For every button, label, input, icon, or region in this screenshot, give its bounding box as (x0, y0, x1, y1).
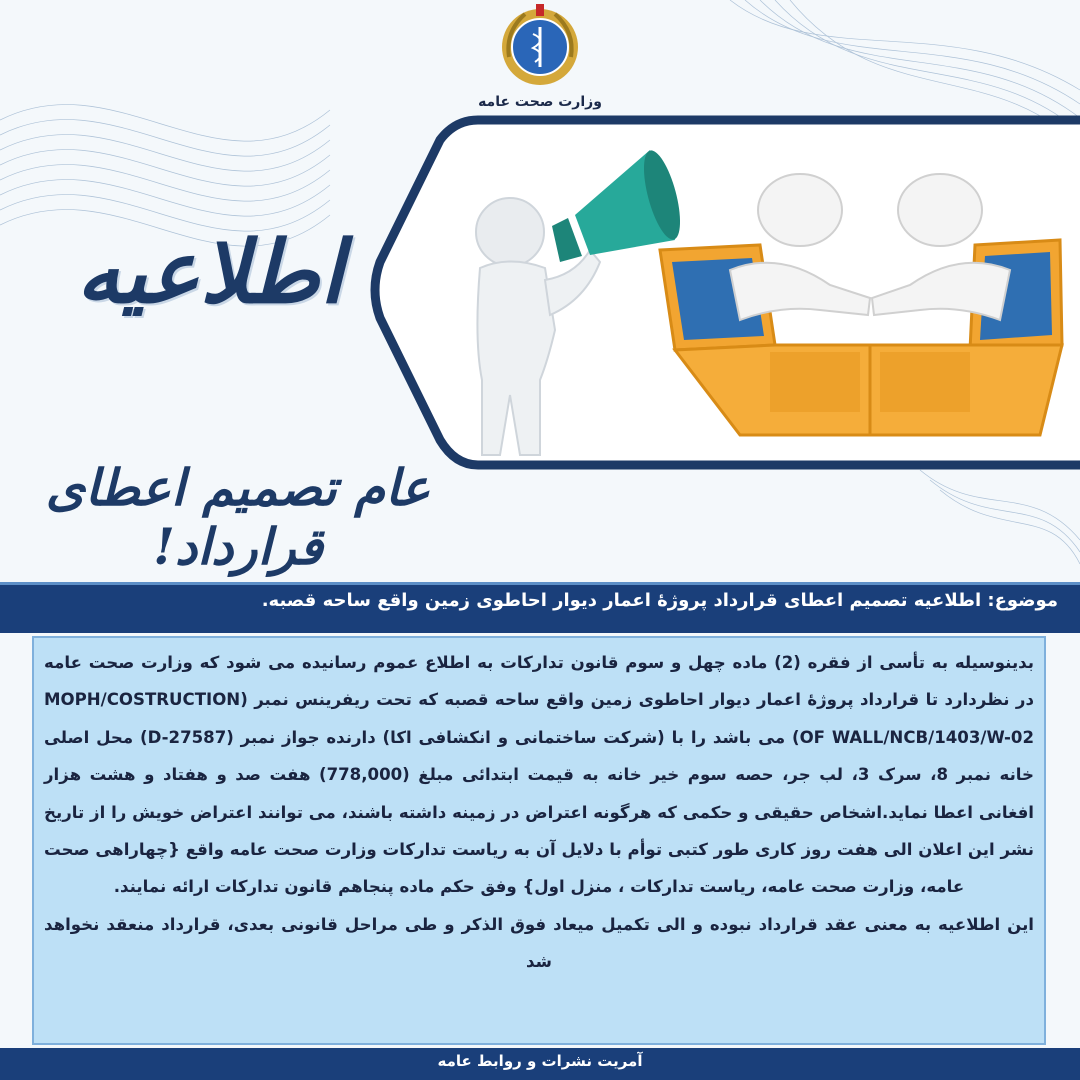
subject-text: موضوع: اطلاعیه تصمیم اعطای قرارداد پروژۀ اعمار دیوار احاطوی زمین واقع ساحه قصبه. (261, 590, 1058, 611)
body-paragraph-2: این اطلاعیه به معنی عقد قرارداد نبوده و الی تکمیل میعاد فوق الذکر و طی مراحل قانونی بعدی، قرارداد منعقد نخواهد شد (44, 914, 1034, 972)
ministry-name: وزارت صحت عامه (478, 94, 602, 110)
body-text (44, 644, 1034, 981)
announcement-title: اطلاعیه (76, 222, 344, 323)
announcement-subtitle: عام تصمیم اعطای قرارداد! (45, 458, 431, 576)
ministry-logo-icon (495, 2, 585, 92)
ministry-header (440, 2, 640, 110)
body-paragraph-1: بدینوسیله به تأسی از فقره (2) ماده چهل و سوم قانون تدارکات به اطلاع عموم رسانیده می شود که وزارت صحت عامه در نظردارد تا قرارداد پروژۀ اعمار دیوار احاطوی زمین واقع ساحه قصبه که تحت ریفرینس نمبر (MOPH/COSTRUCTION OF WALL/NCB/1403/W-02) می باشد را با (شرکت ساختمانی و انکشافی اکا) دارنده جواز نمبر (D-27587) محل اصلی خانه نمبر 8، سرک 3، لب جر، حصه سوم خیر خانه به قیمت ابتدائی مبلغ (778,000) هفت صد و هفتاد و هشت هزار افغانی اعطا نماید.اشخاص حقیقی و حکمی که هرگونه اعتراض در زمینه داشته باشند، می توانند اعتراض خویش را از تاریخ نشر این اعلان الی هفت روز کاری طور کتبی توأم با دلایل آن به ریاست تدارکات وزارت صحت عامه واقع {چهاراهی صحت عامه، وزارت صحت عامه، ریاست تدارکات ، منزل اول} وفق حکم ماده پنجاهم قانون تدارکات ارائه نمایند. (44, 653, 1034, 897)
footer-text: آمریت نشرات و روابط عامه (437, 1052, 643, 1070)
